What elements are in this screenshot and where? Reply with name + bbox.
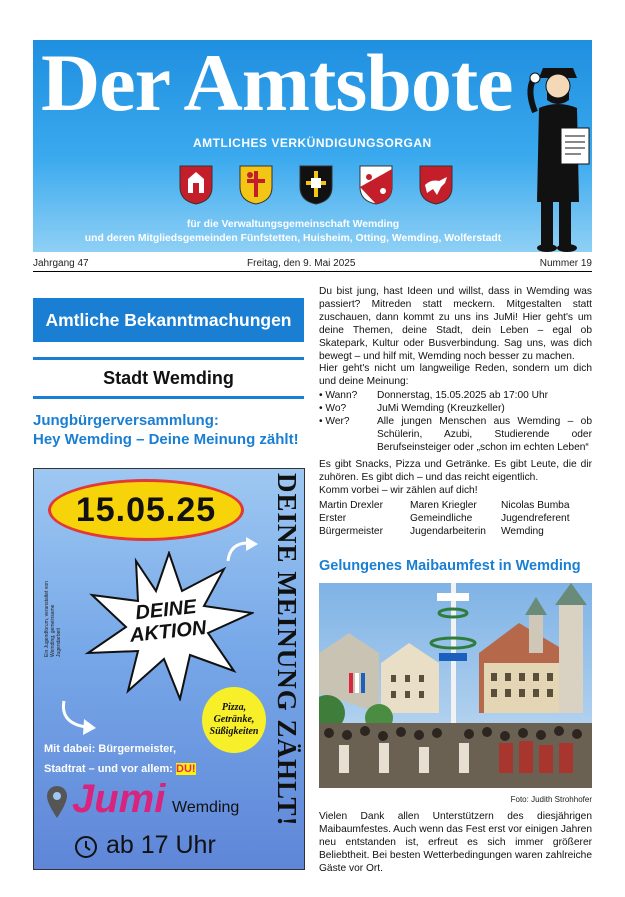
poster-date: 15.05.25 — [75, 490, 217, 529]
event-poster — [33, 468, 305, 870]
list-key: • Wo? — [319, 402, 347, 414]
volume-number: Jahrgang 47 — [33, 258, 89, 269]
description-line-2: und deren Mitgliedsgemeinden Fünfstetten, Huisheim, Otting, Wemding, Wolferstadt — [84, 233, 502, 244]
poster-location: Wemding — [172, 799, 240, 816]
issue-date: Freitag, den 9. Mai 2025 — [247, 258, 356, 269]
newspaper-subtitle: AMTLICHES VERKÜNDIGUNGSORGAN — [193, 136, 432, 150]
section-heading-box: Amtliche Bekanntmachungen — [33, 298, 304, 342]
article-title-line-2: Hey Wemding – Deine Meinung zählt! — [33, 431, 299, 448]
town-crier-illustration — [521, 62, 592, 252]
closing-paragraph: Es gibt Snacks, Pizza und Getränke. Es gibt Leute, die dir zuhören. Es gibt dich – und das reicht eigentlich. — [319, 459, 592, 483]
list-item — [319, 403, 592, 416]
crest-fuenfstetten-icon — [179, 165, 213, 205]
bubble-line-3: Süßigkeiten — [209, 726, 259, 737]
list-key: • Wer? — [319, 415, 350, 427]
clock-icon — [74, 835, 98, 859]
newspaper-title: Der Amtsbote — [41, 40, 513, 128]
signature-block — [501, 500, 592, 539]
maibaum-article-title: Gelungenes Maibaumfest in Wemding — [319, 558, 581, 574]
poster-jumi-logo: Jumi — [72, 777, 166, 821]
masthead — [33, 40, 592, 252]
poster-date-badge — [48, 479, 244, 541]
list-key: • Wann? — [319, 390, 358, 401]
poster-action-line-2: AKTION — [128, 616, 208, 647]
article-intro — [319, 286, 592, 389]
signer-role-2: Wemding — [501, 525, 544, 537]
masthead-description — [33, 218, 553, 246]
intro-paragraph: Du bist jung, hast Ideen und willst, dass in Wemding was passiert? Mitreden statt meckern. Mitgestalten statt zuschauen, dann kommt zu uns ins JuMi! Hier geht's um deine Themen, deine Stadt, dein Leben – egal ob Skatepark, Kultur oder Busverbindung. Sag uns, was dich bewegt – und hilf mit, Wemding noch besser zu machen. — [319, 286, 592, 362]
article-closing — [319, 459, 592, 498]
participants-line-2: Stadtrat – und vor allem: — [44, 763, 173, 775]
location-pin-icon — [46, 785, 68, 819]
signer-role: Gemeindliche — [410, 512, 473, 524]
maibaum-article-text: Vielen Dank allen Unterstützern des diesjährigen Maibaumfestes. Auch wenn das Fest erst vor einigen Jahren neu entstanden ist, erfreut es sich immer größerer Beliebtheit. Bei besten Wetterbedingungen waren zahlreiche Gäste vor Ort. — [319, 811, 592, 874]
description-line-1: für die Verwaltungsgemeinschaft Wemding — [186, 219, 400, 230]
poster-participants-text — [44, 739, 274, 779]
poster-time: ab 17 Uhr — [106, 831, 216, 859]
article-title-line-1: Jungbürgerversammlung: — [33, 412, 219, 429]
list-value: Alle jungen Menschen aus Wemding – ob Schülerin, Azubi, Studierende oder Berufseinsteiger oder „schon im echten Leben“ — [377, 415, 592, 453]
event-details-list — [319, 390, 592, 455]
article-title — [33, 411, 313, 449]
list-item — [319, 416, 592, 455]
participants-du: DU! — [176, 763, 196, 775]
poster-vertical-slogan: DEINE MEINUNG ZÄHLT! — [272, 473, 302, 827]
signature-block — [410, 500, 501, 539]
signer-role: Jugendreferent — [501, 512, 570, 524]
crest-wolferstadt-icon — [419, 165, 453, 205]
poster-action-line-1: DEINE — [134, 595, 198, 625]
list-value: JuMi Wemding (Kreuzkeller) — [377, 402, 505, 414]
signer-name: Maren Kriegler — [410, 500, 477, 511]
list-item — [319, 390, 592, 403]
list-value: Donnerstag, 15.05.2025 ab 17:00 Uhr — [377, 390, 549, 401]
curved-arrow-icon — [224, 535, 260, 565]
crest-wemding-icon — [359, 165, 393, 205]
participants-line-1: Mit dabei: Bürgermeister, — [44, 743, 177, 755]
signer-name: Martin Drexler — [319, 500, 383, 511]
crest-huisheim-icon — [239, 165, 273, 205]
photo-credit: Foto: Judith Strohhofer — [510, 795, 592, 804]
signatures — [319, 500, 592, 539]
closing-paragraph-2: Komm vorbei – wir zählen auf dich! — [319, 484, 478, 496]
signer-name: Nicolas Bumba — [501, 500, 570, 511]
signer-role-2: Jugendarbeiterin — [410, 525, 486, 537]
crest-otting-icon — [299, 165, 333, 205]
signature-block — [319, 500, 410, 539]
issue-info-line — [33, 255, 592, 272]
issue-number: Nummer 19 — [539, 258, 592, 269]
curved-arrow-down-icon — [58, 697, 98, 737]
bubble-line-1: Pizza, — [221, 702, 247, 713]
signer-role: Erster Bürgermeister — [319, 512, 383, 537]
municipality-heading: Stadt Wemding — [33, 357, 304, 399]
bubble-line-2: Getränke, — [213, 714, 255, 725]
maibaum-festival-photo — [319, 583, 592, 788]
intro-paragraph-2: Hier geht's nicht um langweilige Reden, sondern um dich und deine Meinung: — [319, 363, 592, 388]
poster-small-print: Ein Jugendforum, veranstaltet von Wemding, gemeinsame Jugendarbeit — [44, 581, 62, 657]
